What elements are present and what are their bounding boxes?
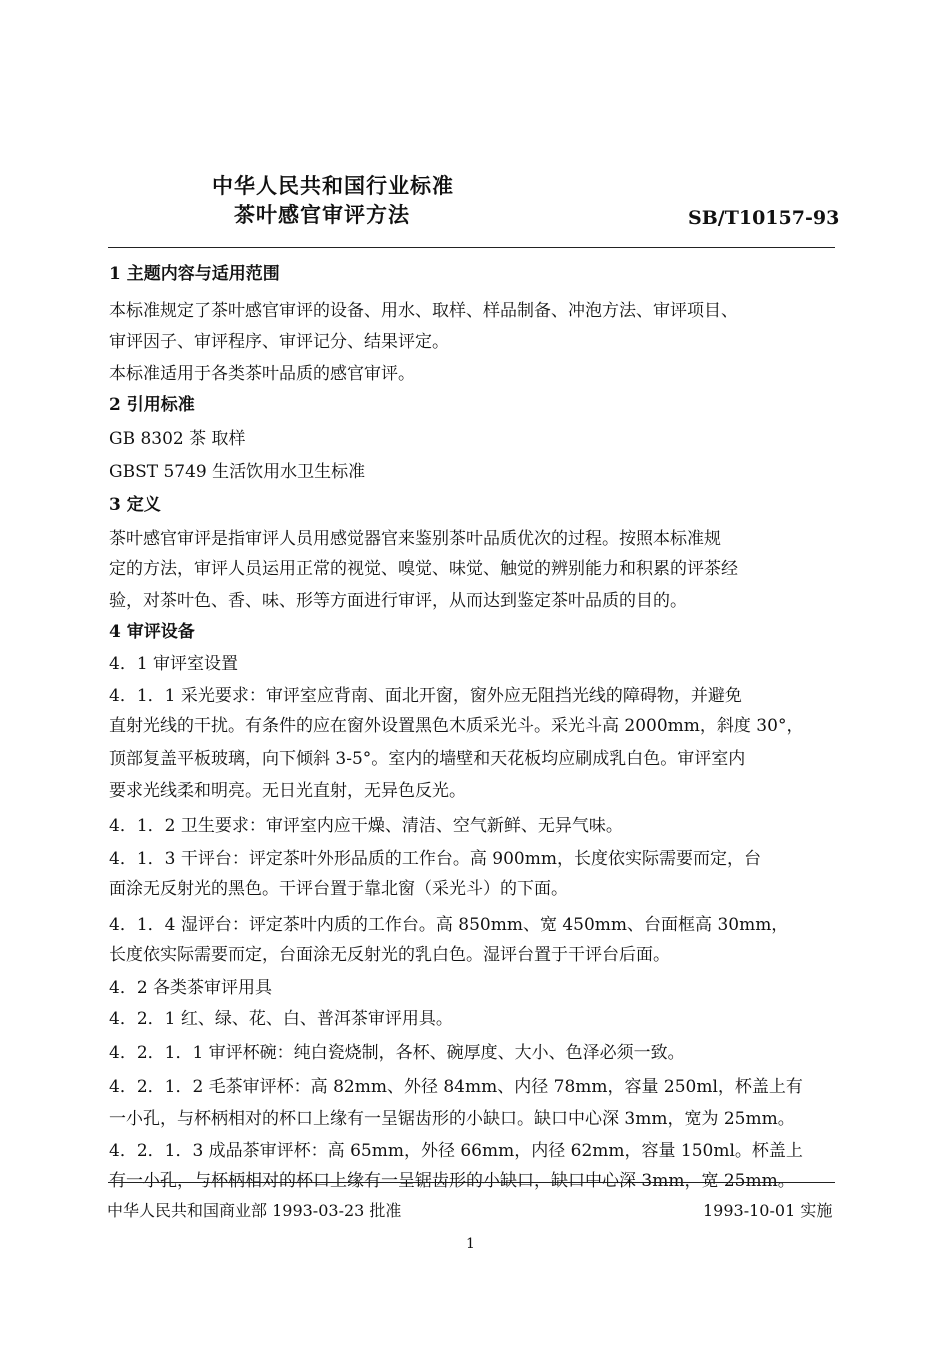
body-line: 4．1．3 干评台：评定茶叶外形品质的工作台。高 900mm，长度依实际需要而定，台: [109, 849, 761, 869]
body-line: 本标准规定了茶叶感官审评的设备、用水、取样、样品制备、冲泡方法、审评项目、: [109, 301, 738, 321]
body-line: 定的方法，审评人员运用正常的视觉、嗅觉、味觉、触觉的辨别能力和积累的评茶经: [109, 559, 738, 579]
subsection-heading: 4．1 审评室设置: [109, 654, 239, 674]
document-title: 茶叶感官审评方法: [234, 202, 410, 227]
standard-code: SB/T10157-93: [688, 207, 840, 229]
body-line: 4．2．1．1 审评杯碗：纯白瓷烧制，各杯、碗厚度、大小、色泽必须一致。: [109, 1043, 685, 1063]
body-line: 顶部复盖平板玻璃，向下倾斜 3-5°。室内的墙壁和天花板均应刷成乳白色。审评室内: [109, 749, 746, 769]
body-line: 一小孔，与杯柄相对的杯口上缘有一呈锯齿形的小缺口。缺口中心深 3mm，宽为 25mm。: [109, 1109, 795, 1129]
body-line: 4．1．4 湿评台：评定茶叶内质的工作台。高 850mm、宽 450mm、台面框高 30mm，: [109, 915, 789, 935]
body-line: 审评因子、审评程序、审评记分、结果评定。: [109, 332, 449, 352]
body-line: 4．1．2 卫生要求：审评室内应干燥、清洁、空气新鲜、无异气味。: [109, 816, 623, 836]
subsection-heading: 4．2 各类茶审评用具: [109, 978, 273, 998]
body-line: 本标准适用于各类茶叶品质的感官审评。: [109, 364, 415, 384]
section-heading: 4 审评设备: [109, 622, 195, 642]
body-line: 4．1．1 采光要求：审评室应背南、面北开窗，窗外应无阻挡光线的障碍物，并避免: [109, 686, 742, 706]
body-line: 4．2．1．2 毛茶审评杯：高 82mm、外径 84mm、内径 78mm，容量 250ml，杯盖上有: [109, 1077, 803, 1097]
body-line: 直射光线的干扰。有条件的应在窗外设置黑色木质采光斗。采光斗高 2000mm，斜度 30°，: [109, 716, 804, 736]
body-line: 验，对茶叶色、香、味、形等方面进行审评，从而达到鉴定茶叶品质的目的。: [109, 591, 687, 611]
body-line: 4．2．1．3 成品茶审评杯：高 65mm，外径 66mm，内径 62mm，容量 150ml。杯盖上: [109, 1141, 803, 1161]
body-line: 要求光线柔和明亮。无日光直射，无异色反光。: [109, 781, 466, 801]
standard-category-title: 中华人民共和国行业标准: [212, 173, 454, 198]
footer-divider: [108, 1182, 835, 1183]
effective-date: 1993-10-01 实施: [703, 1201, 833, 1220]
body-line: GB 8302 茶 取样: [109, 429, 246, 449]
body-line: 4．2．1 红、绿、花、白、普洱茶审评用具。: [109, 1009, 453, 1029]
body-line: 茶叶感官审评是指审评人员用感觉器官来鉴别茶叶品质优次的过程。按照本标准规: [109, 529, 721, 549]
body-line: 长度依实际需要而定，台面涂无反射光的乳白色。湿评台置于干评台后面。: [109, 945, 670, 965]
section-heading: 3 定义: [109, 495, 161, 515]
section-heading: 1 主题内容与适用范围: [109, 264, 280, 284]
section-heading: 2 引用标准: [109, 395, 195, 415]
approval-date: 中华人民共和国商业部 1993-03-23 批准: [107, 1201, 402, 1220]
header-divider: [108, 247, 835, 248]
body-line: GBST 5749 生活饮用水卫生标准: [109, 462, 366, 482]
body-line: 面涂无反射光的黑色。干评台置于靠北窗（采光斗）的下面。: [109, 879, 568, 899]
page-number: 1: [466, 1236, 475, 1252]
body-line: 有一小孔，与杯柄相对的杯口上缘有一呈锯齿形的小缺口，缺口中心深 3mm，宽 25mm。: [109, 1171, 795, 1191]
